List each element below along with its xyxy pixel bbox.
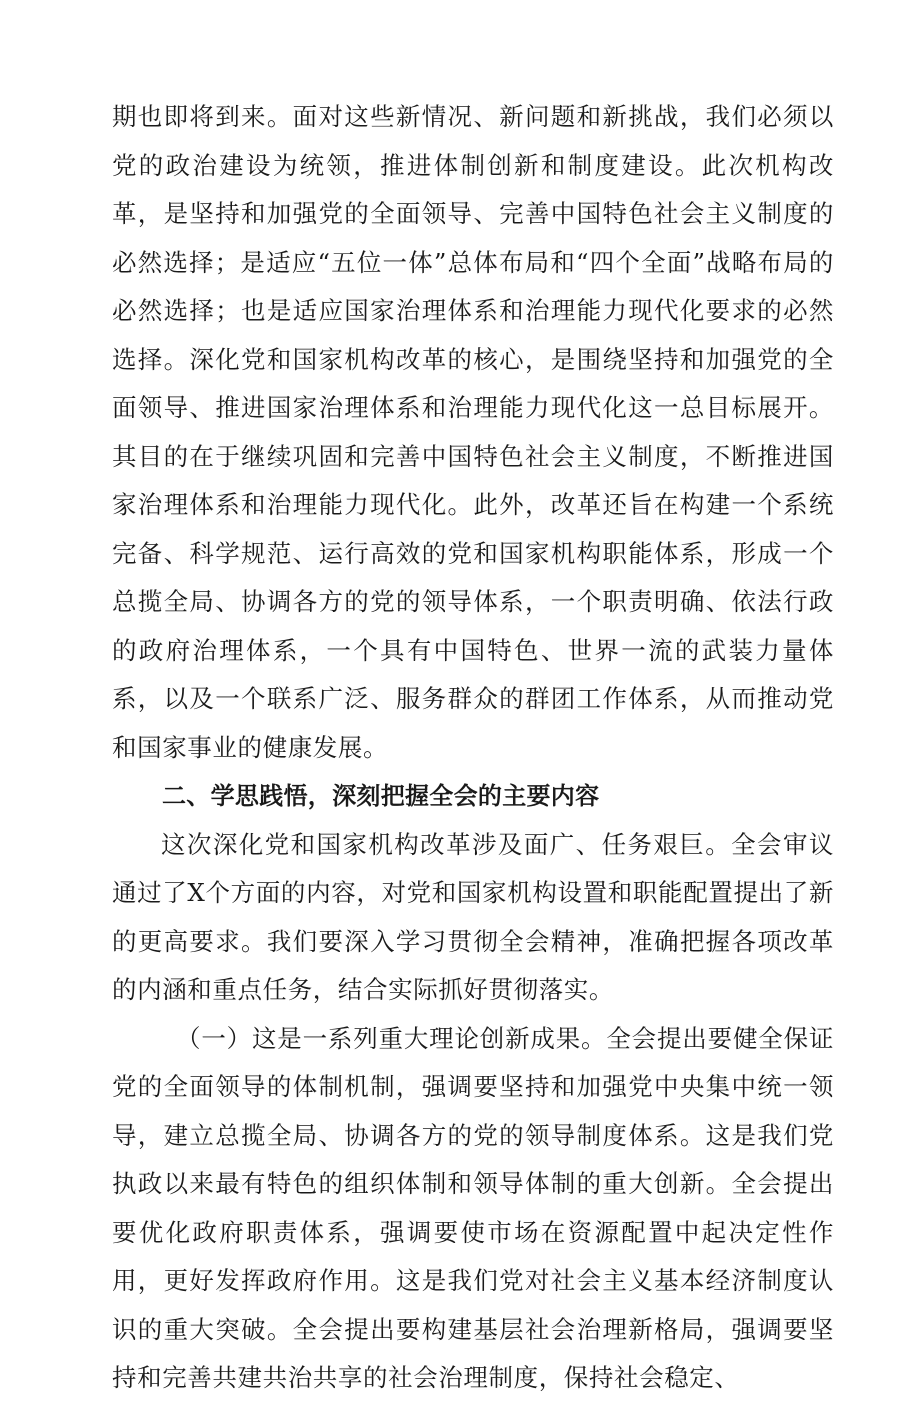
body-paragraph-continuation: 期也即将到来。面对这些新情况、新问题和新挑战，我们必须以党的政治建设为统领，推进体制创新和制度建设。此次机构改革，是坚持和加强党的全面领导、完善中国特色社会主义制度的必然选择；是适应“五位一体”总体布局和“四个全面”战略布局的必然选择；也是适应国家治理体系和治理能力现代化要求的必然选择。深化党和国家机构改革的核心，是围绕坚持和加强党的全面领导、推进国家治理体系和治理能力现代化这一总目标展开。其目的在于继续巩固和完善中国特色社会主义制度，不断推进国家治理体系和治理能力现代化。此外，改革还旨在构建一个系统完备、科学规范、运行高效的党和国家机构职能体系，形成一个总揽全局、协调各方的党的领导体系，一个职责明确、依法行政的政府治理体系，一个具有中国特色、世界一流的武装力量体系，以及一个联系广泛、服务群众的群团工作体系，从而推动党和国家事业的健康发展。 (112, 102, 834, 762)
body-paragraph-subsection: （一）这是一系列重大理论创新成果。全会提出要健全保证党的全面领导的体制机制，强调要坚持和加强党中央集中统一领导，建立总揽全局、协调各方的党的领导制度体系。这是我们党执政以来最有特色的组织体制和领导体制的重大创新。全会提出要优化政府职责体系，强调要使市场在资源配置中起决定性作用，更好发挥政府作用。这是我们党对社会主义基本经济制度认识的重大突破。全会提出要构建基层社会治理新格局，强调要坚持和完善共建共治共享的社会治理制度，保持社会稳定、 (112, 1023, 834, 1392)
section-heading: 二、学思践悟，深刻把握全会的主要内容 (162, 782, 600, 810)
body-paragraph: 这次深化党和国家机构改革涉及面广、任务艰巨。全会审议通过了X个方面的内容，对党和国家机构设置和职能配置提出了新的更高要求。我们要深入学习贯彻全会精神，准确把握各项改革的内涵和重点任务，结合实际抓好贯彻落实。 (112, 829, 834, 1004)
document-page (112, 93, 834, 1403)
